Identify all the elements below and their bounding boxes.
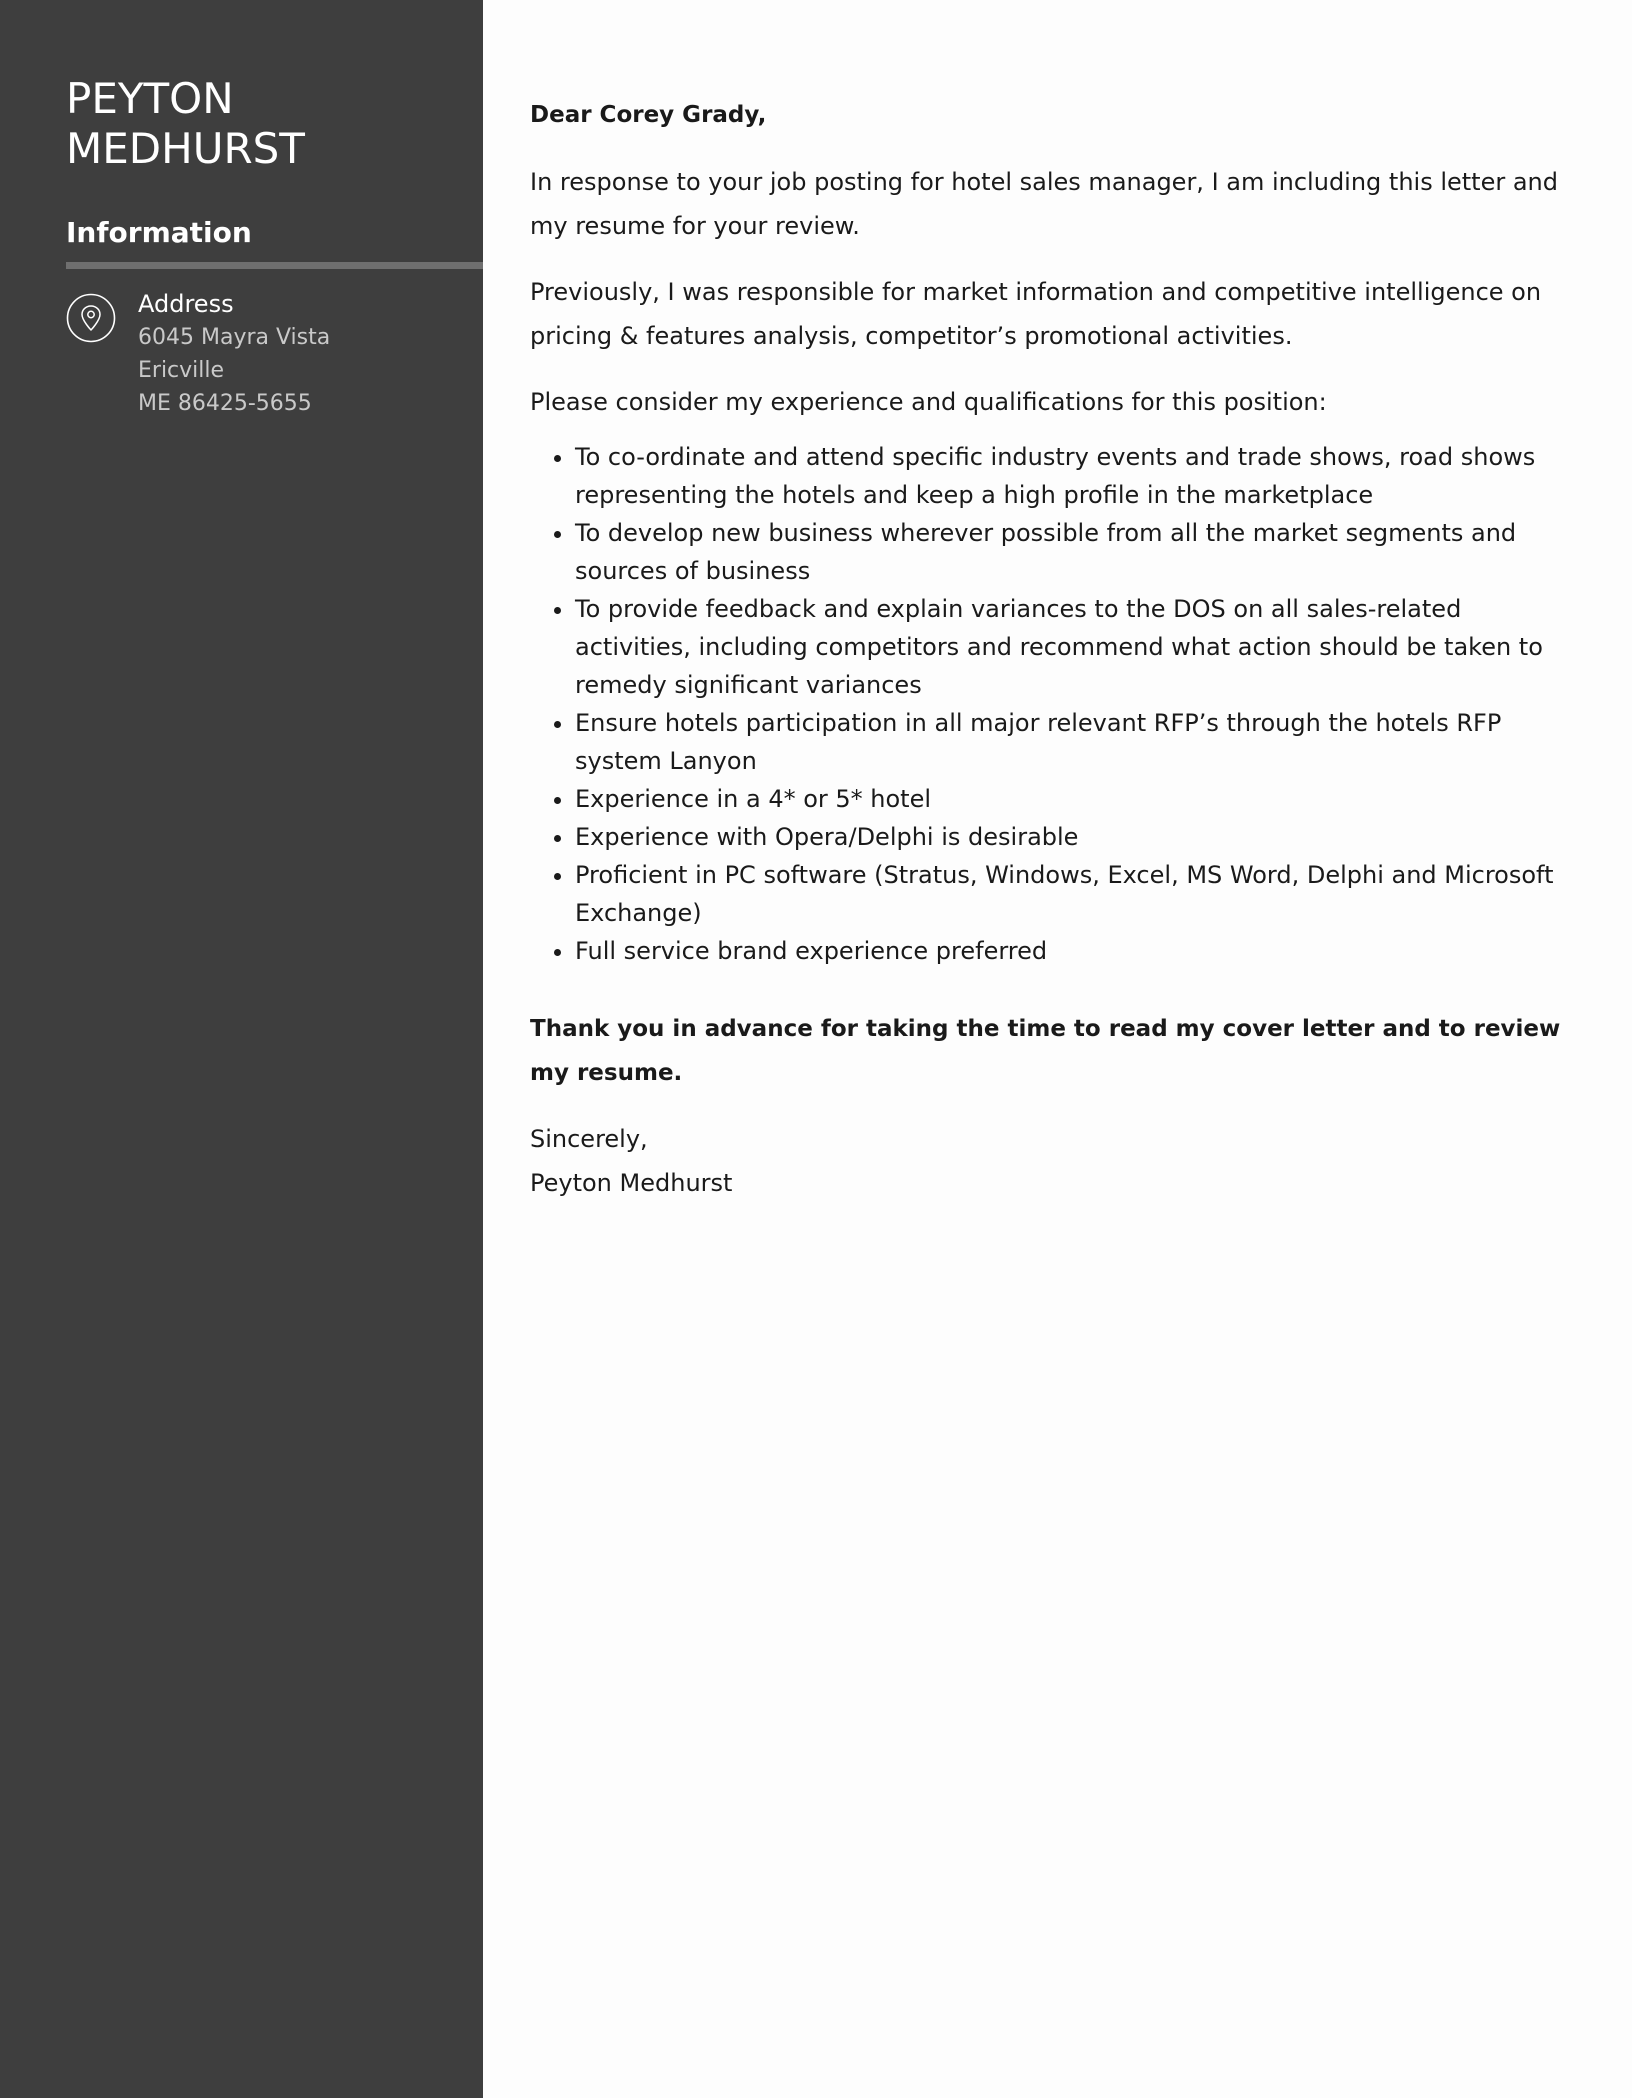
- list-item: • Experience in a 4* or 5* hotel: [575, 780, 1570, 818]
- list-item: • Proficient in PC software (Stratus, Windows, Excel, MS Word, Delphi and Microsoft Exchange): [575, 856, 1570, 932]
- list-item: • To provide feedback and explain variances to the DOS on all sales-related activities, including competitors and recommend what action should be taken to remedy significant variances: [575, 590, 1570, 704]
- closing: Sincerely,: [530, 1125, 648, 1153]
- thanks-paragraph: Thank you in advance for taking the time to read my cover letter and to review my resume.: [530, 1016, 1561, 1086]
- information-divider: [66, 262, 483, 269]
- list-item: • Experience with Opera/Delphi is desirable: [575, 818, 1570, 856]
- list-item: • Ensure hotels participation in all major relevant RFP’s through the hotels RFP system Lanyon: [575, 704, 1570, 780]
- qualifications-intro: Please consider my experience and qualifications for this position:: [530, 388, 1327, 416]
- address-street: 6045 Mayra Vista: [138, 325, 331, 350]
- salutation: Dear Corey Grady,: [530, 102, 767, 128]
- list-item: • Full service brand experience preferred: [575, 932, 1570, 970]
- candidate-name: [66, 74, 466, 174]
- name-first: PEYTON: [66, 74, 234, 123]
- sidebar: [0, 0, 483, 2098]
- signature: Peyton Medhurst: [530, 1169, 733, 1197]
- experience-paragraph: Previously, I was responsible for market information and competitive intelligence on pricing & features analysis, competitor’s promotional activities.: [530, 278, 1542, 350]
- information-heading: Information: [66, 216, 252, 249]
- name-last: MEDHURST: [66, 124, 305, 173]
- letter-body: [530, 93, 1570, 1205]
- intro-paragraph: In response to your job posting for hotel sales manager, I am including this letter and my resume for your review.: [530, 168, 1559, 240]
- list-item: • To develop new business wherever possible from all the market segments and sources of business: [575, 514, 1570, 590]
- address-state-zip: ME 86425-5655: [138, 391, 312, 416]
- list-item: • To co-ordinate and attend specific industry events and trade shows, road shows representing the hotels and keep a high profile in the marketplace: [575, 438, 1570, 514]
- map-pin-icon: [66, 293, 116, 343]
- qualifications-list: [530, 438, 1570, 970]
- address-value: [138, 321, 330, 420]
- address-city: Ericville: [138, 358, 225, 383]
- address-label: Address: [138, 290, 234, 318]
